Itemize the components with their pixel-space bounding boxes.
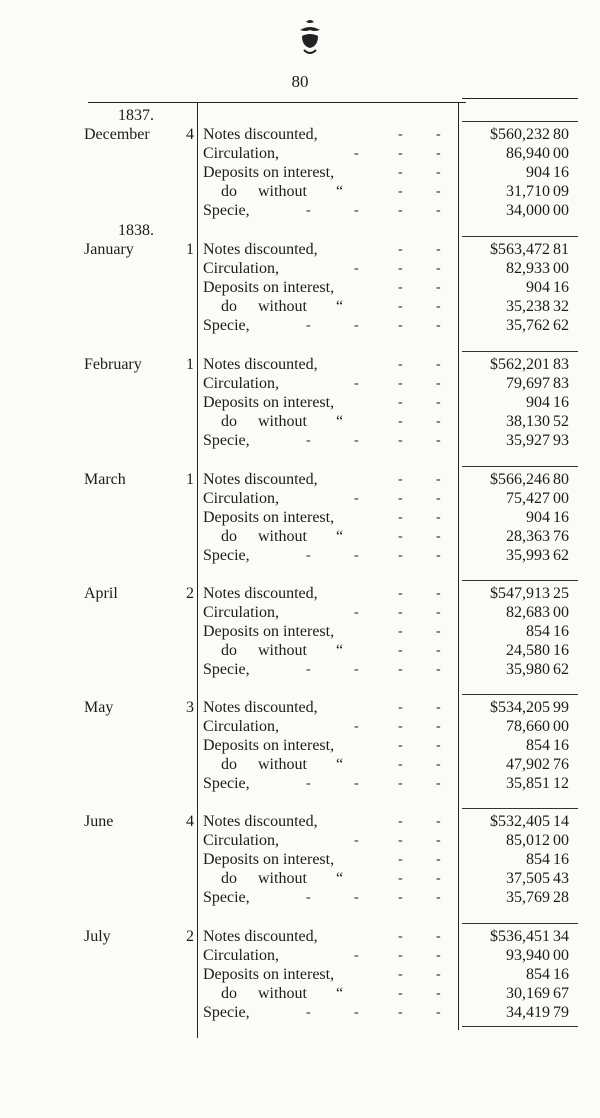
leader-dash: - (398, 700, 403, 715)
leader-dash: - (436, 165, 441, 180)
amount-dollars: 86,940 (506, 145, 550, 162)
leader-dash: - (398, 165, 403, 180)
row-label: Circulation, (203, 947, 279, 964)
ledger-entry (0, 355, 600, 475)
amount-dollars: $534,205 (490, 699, 550, 716)
leader-dash: - (398, 852, 403, 867)
amount-dollars: 75,427 (506, 490, 550, 507)
leader-dash: - (354, 662, 359, 677)
amount-rule (462, 808, 578, 809)
leader-dash: - (436, 395, 441, 410)
amount-dollars: 37,505 (506, 870, 550, 887)
amount-cents: 09 (553, 183, 569, 200)
leader-dash: - (398, 833, 403, 848)
amount-dollars: 24,580 (506, 642, 550, 659)
leader-dash: - (354, 948, 359, 963)
ditto-mark: “ (336, 985, 344, 1002)
leader-dash: - (436, 700, 441, 715)
amount-cents: 62 (553, 547, 569, 564)
leader-dash: - (398, 871, 403, 886)
ornament-icon (292, 18, 328, 58)
row-label: Specie, (203, 661, 250, 678)
leader-dash: - (354, 261, 359, 276)
leader-dash: - (436, 529, 441, 544)
amount-cents: 62 (553, 317, 569, 334)
ditto-without: without (258, 183, 307, 200)
amount-cents: 62 (553, 661, 569, 678)
ledger-entry (0, 107, 600, 245)
amount-dollars: 93,940 (506, 947, 550, 964)
amount-cents: 83 (553, 356, 569, 373)
leader-dash: - (398, 357, 403, 372)
leader-dash: - (436, 299, 441, 314)
row-label: Specie, (203, 889, 250, 906)
leader-dash: - (398, 414, 403, 429)
day-label: 4 (186, 813, 194, 830)
amount-cents: 79 (553, 1004, 569, 1021)
leader-dash: - (306, 776, 311, 791)
row-label: Notes discounted, (203, 471, 318, 488)
leader-dash: - (398, 624, 403, 639)
leader-dash: - (354, 833, 359, 848)
amount-rule (462, 694, 578, 695)
leader-dash: - (436, 871, 441, 886)
leader-dash: - (436, 948, 441, 963)
amount-dollars: $562,201 (490, 356, 550, 373)
ditto-do: do (221, 985, 237, 1002)
amount-rule (462, 351, 578, 352)
ditto-do: do (221, 183, 237, 200)
leader-dash: - (436, 833, 441, 848)
leader-dash: - (398, 548, 403, 563)
day-label: 1 (186, 356, 194, 373)
ditto-do: do (221, 870, 237, 887)
leader-dash: - (398, 776, 403, 791)
leader-dash: - (354, 318, 359, 333)
leader-dash: - (398, 738, 403, 753)
ditto-without: without (258, 413, 307, 430)
amount-column-top-rule (462, 98, 578, 99)
month-label: March (84, 471, 126, 488)
ditto-mark: “ (336, 642, 344, 659)
leader-dash: - (398, 433, 403, 448)
ditto-mark: “ (336, 298, 344, 315)
row-label: Specie, (203, 547, 250, 564)
leader-dash: - (436, 357, 441, 372)
year-heading: 1838. (118, 222, 154, 239)
ditto-without: without (258, 870, 307, 887)
amount-dollars: $563,472 (490, 241, 550, 258)
amount-dollars: 35,980 (506, 661, 550, 678)
amount-dollars: $532,405 (490, 813, 550, 830)
year-heading: 1837. (118, 107, 154, 124)
leader-dash: - (398, 662, 403, 677)
leader-dash: - (436, 280, 441, 295)
row-label: Specie, (203, 317, 250, 334)
amount-dollars: 47,902 (506, 756, 550, 773)
leader-dash: - (436, 127, 441, 142)
leader-dash: - (398, 929, 403, 944)
day-label: 1 (186, 241, 194, 258)
amount-rule (462, 121, 578, 122)
ledger-entry (0, 812, 600, 932)
leader-dash: - (306, 433, 311, 448)
leader-dash: - (306, 662, 311, 677)
amount-cents: 32 (553, 298, 569, 315)
row-label: Specie, (203, 202, 250, 219)
amount-dollars: 35,851 (506, 775, 550, 792)
day-label: 3 (186, 699, 194, 716)
leader-dash: - (354, 605, 359, 620)
amount-dollars: $536,451 (490, 928, 550, 945)
leader-dash: - (398, 948, 403, 963)
row-label: Specie, (203, 432, 250, 449)
amount-dollars: 904 (526, 164, 550, 181)
amount-dollars: 854 (526, 966, 550, 983)
leader-dash: - (398, 299, 403, 314)
leader-dash: - (398, 719, 403, 734)
leader-dash: - (354, 203, 359, 218)
row-label: Notes discounted, (203, 585, 318, 602)
amount-cents: 16 (553, 164, 569, 181)
row-label: Deposits on interest, (203, 966, 335, 983)
day-label: 2 (186, 585, 194, 602)
page-number: 80 (291, 72, 309, 91)
leader-dash: - (354, 890, 359, 905)
amount-cents: 16 (553, 623, 569, 640)
leader-dash: - (398, 318, 403, 333)
day-label: 2 (186, 928, 194, 945)
leader-dash: - (436, 203, 441, 218)
leader-dash: - (436, 967, 441, 982)
amount-cents: 25 (553, 585, 569, 602)
amount-dollars: 904 (526, 279, 550, 296)
leader-dash: - (354, 146, 359, 161)
leader-dash: - (436, 414, 441, 429)
ditto-without: without (258, 528, 307, 545)
top-rule (88, 102, 466, 103)
ditto-without: without (258, 642, 307, 659)
ditto-mark: “ (336, 870, 344, 887)
leader-dash: - (398, 510, 403, 525)
leader-dash: - (354, 776, 359, 791)
row-label: Circulation, (203, 375, 279, 392)
leader-dash: - (436, 242, 441, 257)
amount-dollars: 854 (526, 737, 550, 754)
leader-dash: - (398, 184, 403, 199)
row-label: Circulation, (203, 832, 279, 849)
leader-dash: - (398, 605, 403, 620)
amount-cents: 00 (553, 202, 569, 219)
amount-dollars: $547,913 (490, 585, 550, 602)
leader-dash: - (398, 127, 403, 142)
amount-cents: 00 (553, 832, 569, 849)
row-label: Circulation, (203, 604, 279, 621)
row-label: Notes discounted, (203, 126, 318, 143)
leader-dash: - (398, 986, 403, 1001)
closing-rule (462, 1026, 578, 1027)
amount-dollars: 854 (526, 623, 550, 640)
amount-dollars: 34,419 (506, 1004, 550, 1021)
month-label: February (84, 356, 142, 373)
row-label: Circulation, (203, 145, 279, 162)
leader-dash: - (306, 203, 311, 218)
leader-dash: - (398, 395, 403, 410)
amount-cents: 34 (553, 928, 569, 945)
ledger-entry (0, 222, 600, 360)
leader-dash: - (436, 757, 441, 772)
leader-dash: - (398, 146, 403, 161)
amount-dollars: 34,000 (506, 202, 550, 219)
leader-dash: - (436, 1005, 441, 1020)
amount-cents: 16 (553, 509, 569, 526)
leader-dash: - (436, 986, 441, 1001)
amount-dollars: 82,683 (506, 604, 550, 621)
month-label: June (84, 813, 114, 830)
leader-dash: - (436, 318, 441, 333)
amount-cents: 93 (553, 432, 569, 449)
ditto-do: do (221, 413, 237, 430)
day-label: 4 (186, 126, 194, 143)
leader-dash: - (398, 376, 403, 391)
leader-dash: - (398, 814, 403, 829)
ditto-mark: “ (336, 528, 344, 545)
amount-cents: 81 (553, 241, 569, 258)
amount-dollars: $566,246 (490, 471, 550, 488)
amount-cents: 80 (553, 126, 569, 143)
month-label: July (84, 928, 111, 945)
amount-cents: 16 (553, 966, 569, 983)
amount-dollars: 78,660 (506, 718, 550, 735)
leader-dash: - (398, 1005, 403, 1020)
month-label: April (84, 585, 118, 602)
amount-cents: 16 (553, 851, 569, 868)
leader-dash: - (398, 472, 403, 487)
row-label: Deposits on interest, (203, 394, 335, 411)
row-label: Circulation, (203, 718, 279, 735)
amount-cents: 16 (553, 737, 569, 754)
amount-cents: 99 (553, 699, 569, 716)
leader-dash: - (398, 261, 403, 276)
row-label: Notes discounted, (203, 928, 318, 945)
leader-dash: - (436, 261, 441, 276)
leader-dash: - (354, 433, 359, 448)
row-label: Notes discounted, (203, 699, 318, 716)
leader-dash: - (436, 605, 441, 620)
amount-dollars: 82,933 (506, 260, 550, 277)
row-label: Notes discounted, (203, 356, 318, 373)
leader-dash: - (398, 203, 403, 218)
leader-dash: - (398, 967, 403, 982)
amount-cents: 43 (553, 870, 569, 887)
leader-dash: - (436, 929, 441, 944)
ditto-do: do (221, 642, 237, 659)
amount-rule (462, 236, 578, 237)
amount-dollars: $560,232 (490, 126, 550, 143)
amount-dollars: 85,012 (506, 832, 550, 849)
leader-dash: - (436, 814, 441, 829)
row-label: Deposits on interest, (203, 623, 335, 640)
leader-dash: - (436, 548, 441, 563)
ditto-do: do (221, 756, 237, 773)
leader-dash: - (306, 1005, 311, 1020)
leader-dash: - (398, 643, 403, 658)
ledger-entry (0, 584, 600, 704)
row-label: Notes discounted, (203, 813, 318, 830)
leader-dash: - (436, 776, 441, 791)
ditto-do: do (221, 298, 237, 315)
leader-dash: - (436, 376, 441, 391)
leader-dash: - (436, 738, 441, 753)
leader-dash: - (436, 491, 441, 506)
amount-cents: 16 (553, 642, 569, 659)
row-label: Deposits on interest, (203, 737, 335, 754)
amount-cents: 28 (553, 889, 569, 906)
amount-cents: 00 (553, 260, 569, 277)
row-label: Specie, (203, 1004, 250, 1021)
ditto-without: without (258, 298, 307, 315)
month-label: January (84, 241, 134, 258)
leader-dash: - (354, 719, 359, 734)
amount-dollars: 38,130 (506, 413, 550, 430)
amount-dollars: 31,710 (506, 183, 550, 200)
leader-dash: - (398, 586, 403, 601)
amount-dollars: 35,993 (506, 547, 550, 564)
leader-dash: - (398, 529, 403, 544)
leader-dash: - (354, 491, 359, 506)
amount-dollars: 854 (526, 851, 550, 868)
leader-dash: - (354, 376, 359, 391)
ditto-mark: “ (336, 183, 344, 200)
amount-cents: 00 (553, 490, 569, 507)
amount-dollars: 904 (526, 394, 550, 411)
amount-dollars: 35,927 (506, 432, 550, 449)
leader-dash: - (306, 890, 311, 905)
ditto-do: do (221, 528, 237, 545)
leader-dash: - (354, 1005, 359, 1020)
amount-cents: 12 (553, 775, 569, 792)
amount-cents: 16 (553, 394, 569, 411)
leader-dash: - (436, 643, 441, 658)
leader-dash: - (398, 890, 403, 905)
amount-cents: 52 (553, 413, 569, 430)
leader-dash: - (354, 548, 359, 563)
month-label: May (84, 699, 114, 716)
amount-dollars: 35,762 (506, 317, 550, 334)
ditto-without: without (258, 756, 307, 773)
amount-cents: 00 (553, 145, 569, 162)
leader-dash: - (436, 662, 441, 677)
row-label: Deposits on interest, (203, 851, 335, 868)
leader-dash: - (398, 757, 403, 772)
leader-dash: - (436, 890, 441, 905)
amount-cents: 14 (553, 813, 569, 830)
row-label: Deposits on interest, (203, 279, 335, 296)
month-label: December (84, 126, 150, 143)
amount-cents: 00 (553, 947, 569, 964)
amount-rule (462, 580, 578, 581)
amount-cents: 80 (553, 471, 569, 488)
leader-dash: - (436, 146, 441, 161)
ledger-entry (0, 470, 600, 590)
amount-cents: 76 (553, 528, 569, 545)
leader-dash: - (398, 280, 403, 295)
amount-cents: 83 (553, 375, 569, 392)
day-label: 1 (186, 471, 194, 488)
amount-rule (462, 466, 578, 467)
row-label: Deposits on interest, (203, 509, 335, 526)
ledger-entry (0, 927, 600, 1047)
amount-dollars: 904 (526, 509, 550, 526)
leader-dash: - (398, 491, 403, 506)
leader-dash: - (436, 719, 441, 734)
leader-dash: - (436, 510, 441, 525)
amount-cents: 16 (553, 279, 569, 296)
amount-dollars: 28,363 (506, 528, 550, 545)
amount-dollars: 79,697 (506, 375, 550, 392)
amount-rule (462, 923, 578, 924)
leader-dash: - (436, 433, 441, 448)
leader-dash: - (306, 318, 311, 333)
amount-dollars: 35,769 (506, 889, 550, 906)
leader-dash: - (436, 472, 441, 487)
row-label: Circulation, (203, 490, 279, 507)
leader-dash: - (398, 242, 403, 257)
ditto-without: without (258, 985, 307, 1002)
row-label: Notes discounted, (203, 241, 318, 258)
row-label: Specie, (203, 775, 250, 792)
amount-cents: 00 (553, 718, 569, 735)
amount-dollars: 30,169 (506, 985, 550, 1002)
leader-dash: - (306, 548, 311, 563)
amount-dollars: 35,238 (506, 298, 550, 315)
leader-dash: - (436, 624, 441, 639)
amount-cents: 67 (553, 985, 569, 1002)
leader-dash: - (436, 852, 441, 867)
ledger-entry (0, 698, 600, 818)
amount-cents: 00 (553, 604, 569, 621)
leader-dash: - (436, 184, 441, 199)
ditto-mark: “ (336, 413, 344, 430)
amount-cents: 76 (553, 756, 569, 773)
row-label: Circulation, (203, 260, 279, 277)
leader-dash: - (436, 586, 441, 601)
row-label: Deposits on interest, (203, 164, 335, 181)
ditto-mark: “ (336, 756, 344, 773)
